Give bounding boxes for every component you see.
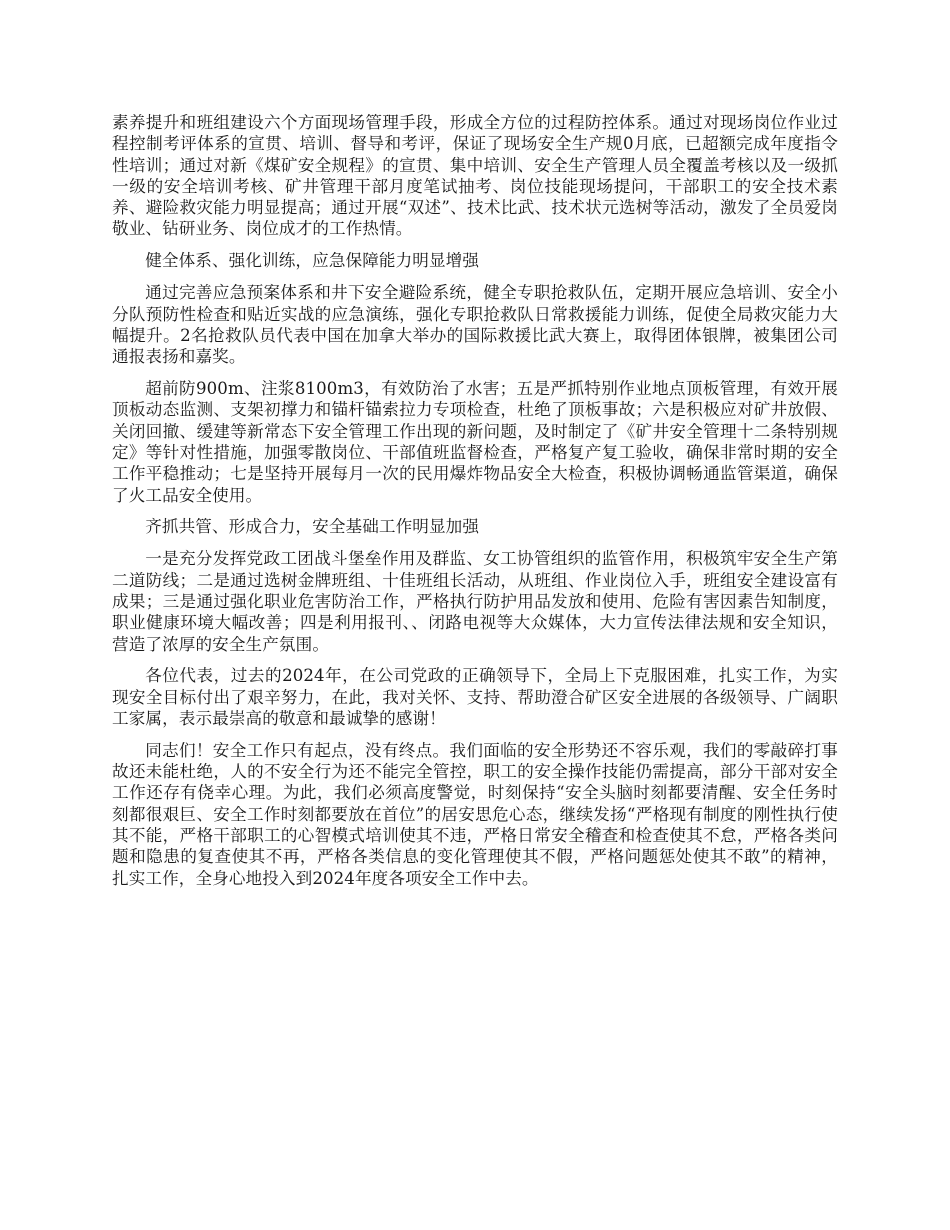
paragraph-call-to-action: 同志们！安全工作只有起点，没有终点。我们面临的安全形势还不容乐观，我们的零敲碎打事故还未能杜绝，人的不安全行为还不能完全管控，职工的安全操作技能仍需提高，部分干部对安全工作还存有侥幸心理。为此，我们必须高度警觉，时刻保持“安全头脑时刻都要清醒、安全任务时刻都很艰巨、安全工作时刻都要放在首位”的居安思危心态，继续发扬“严格现有制度的刚性执行使其不能，严格干部职工的心智模式培训使其不违，严格日常安全稽查和检查使其不怠，严格各类问题和隐患的复查使其不再，严格各类信息的变化管理使其不假，严格问题惩处使其不敢”的精神，扎实工作，全身心地投入到2024年度各项安全工作中去。 [112, 740, 838, 888]
paragraph-hazard-control: 超前防900m、注浆8100m3，有效防治了水害；五是严抓特别作业地点顶板管理，有效开展顶板动态监测、支架初撑力和锚杆锚索拉力专项检查，杜绝了顶板事故；六是积极应对矿井放假、关闭回撤、缓建等新常态下安全管理工作出现的新问题，及时制定了《矿井安全管理十二条特别规定》等针对性措施，加强零散岗位、干部值班监督检查，严格复产复工验收，确保非常时期的安全工作平稳推动；七是坚持开展每月一次的民用爆炸物品安全大检查，积极协调畅通监管渠道，确保了火工品安全使用。 [112, 379, 838, 505]
document-body [112, 112, 838, 900]
section-heading-cooperation: 齐抓共管、形成合力，安全基础工作明显加强 [145, 517, 480, 537]
paragraph-acknowledgement: 各位代表，过去的2024年，在公司党政的正确领导下，全局上下克服困难，扎实工作，为实现安全目标付出了艰辛努力，在此，我对关怀、支持、帮助澄合矿区安全进展的各级领导、广阔职工家属，表示最崇高的敬意和最诚挚的感谢！ [112, 666, 838, 728]
paragraph-training-results: 素养提升和班组建设六个方面现场管理手段，形成全方位的过程防控体系。通过对现场岗位作业过程控制考评体系的宣贯、培训、督导和考评，保证了现场安全生产规0月底，已超额完成年度指令性培训；通过对新《煤矿安全规程》的宣贯、集中培训、安全生产管理人员全覆盖考核以及一级抓一级的安全培训考核、矿井管理干部月度笔试抽考、岗位技能现场提问，干部职工的安全技术素养、避险救灾能力明显提高；通过开展“双述”、技术比武、技术状元选树等活动，激发了全员爱岗敬业、钻研业务、岗位成才的工作热情。 [112, 113, 838, 239]
paragraph-emergency-response: 通过完善应急预案体系和井下安全避险系统，健全专职抢救队伍，定期开展应急培训、安全小分队预防性检查和贴近实战的应急演练，强化专职抢救队日常救援能力训练，促使全局救灾能力大幅提升。2名抢救队员代表中国在加拿大举办的国际救援比武大赛上，取得团体银牌，被集团公司通报表扬和嘉奖。 [112, 283, 838, 367]
section-heading-emergency: 健全体系、强化训练，应急保障能力明显增强 [145, 251, 480, 271]
paragraph-safety-foundation: 一是充分发挥党政工团战斗堡垒作用及群监、女工协管组织的监管作用，积极筑牢安全生产第二道防线；二是通过选树金牌班组、十佳班组长活动，从班组、作业岗位入手，班组安全建设富有成果；三是通过强化职业危害防治工作，严格执行防护用品发放和使用、危险有害因素告知制度，职业健康环境大幅改善；四是利用报刊、、闭路电视等大众媒体，大力宣传法律法规和安全知识，营造了浓厚的安全生产氛围。 [112, 549, 838, 654]
